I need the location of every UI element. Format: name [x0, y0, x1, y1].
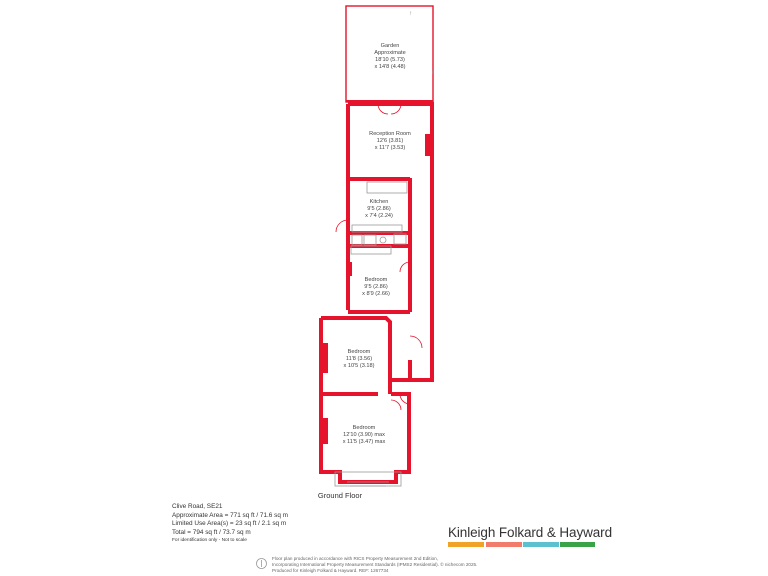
reception-dim-2: x 11'7 (3.53) — [374, 145, 406, 151]
brand-bar-4 — [560, 542, 595, 547]
garden-dim-1: 18'10 (5.73) — [375, 57, 405, 63]
garden-dim-2: x 14'8 (4.48) — [374, 64, 406, 70]
reception-dim-1: 12'6 (3.81) — [376, 138, 404, 144]
bedroom2-dim-2: x 10'5 (3.18) — [343, 363, 375, 369]
bedroom1-dim-1: 9'5 (2.86) — [364, 284, 388, 290]
total-area: Total = 794 sq ft / 73.7 sq m — [172, 528, 251, 536]
footer-line-2: Incorporating International Property Measurement Standards (IPMS2 Residential). © nichecom 2025. — [272, 562, 478, 567]
brand-bar-3 — [523, 542, 559, 547]
approx-area: Approximate Area = 771 sq ft / 71.6 sq m — [172, 511, 288, 519]
garden-approx: Approximate — [374, 50, 406, 56]
reception-name: Reception Room — [369, 131, 411, 137]
floor-label: Ground Floor — [317, 491, 363, 500]
svg-text:↑: ↑ — [409, 11, 412, 17]
area-info — [172, 503, 288, 546]
bedroom3-name: Bedroom — [352, 425, 376, 431]
kitchen-name: Kitchen — [369, 199, 389, 205]
footer-text — [272, 556, 477, 574]
garden-name: Garden — [380, 43, 400, 49]
kitchen-dim-1: 9'5 (2.86) — [367, 206, 391, 212]
bedroom2-name: Bedroom — [347, 349, 371, 355]
limited-area: Limited Use Area(s) = 23 sq ft / 2.1 sq m — [172, 520, 287, 528]
brand-name: Kinleigh Folkard & Hayward — [448, 525, 612, 540]
kitchen-dim-2: x 7'4 (2.24) — [365, 213, 393, 219]
footer-line-1: Floor plan produced in accordance with RICS Property Measurement 2nd Edition, — [272, 556, 438, 561]
identification-note: For identification only - Not to scale — [172, 538, 247, 544]
brand-bar-2 — [486, 542, 522, 547]
address: Clive Road, SE21 — [172, 503, 223, 510]
bedroom2-dim-1: 11'8 (3.56) — [345, 356, 373, 362]
nichecom-logo-icon — [256, 557, 267, 570]
bedroom3-dim-1: 12'10 (3.90) max — [343, 432, 385, 438]
bedroom1-dim-2: x 8'9 (2.66) — [362, 291, 390, 297]
bedroom1-name: Bedroom — [364, 277, 388, 283]
footer-line-3: Produced for Kinleigh Folkard & Hayward. REF: 1267734 — [272, 568, 389, 573]
svg-text:↑: ↑ — [431, 70, 434, 76]
bedroom3-dim-2: x 11'5 (3.47) max — [342, 439, 386, 445]
brand-bar-1 — [448, 542, 484, 547]
